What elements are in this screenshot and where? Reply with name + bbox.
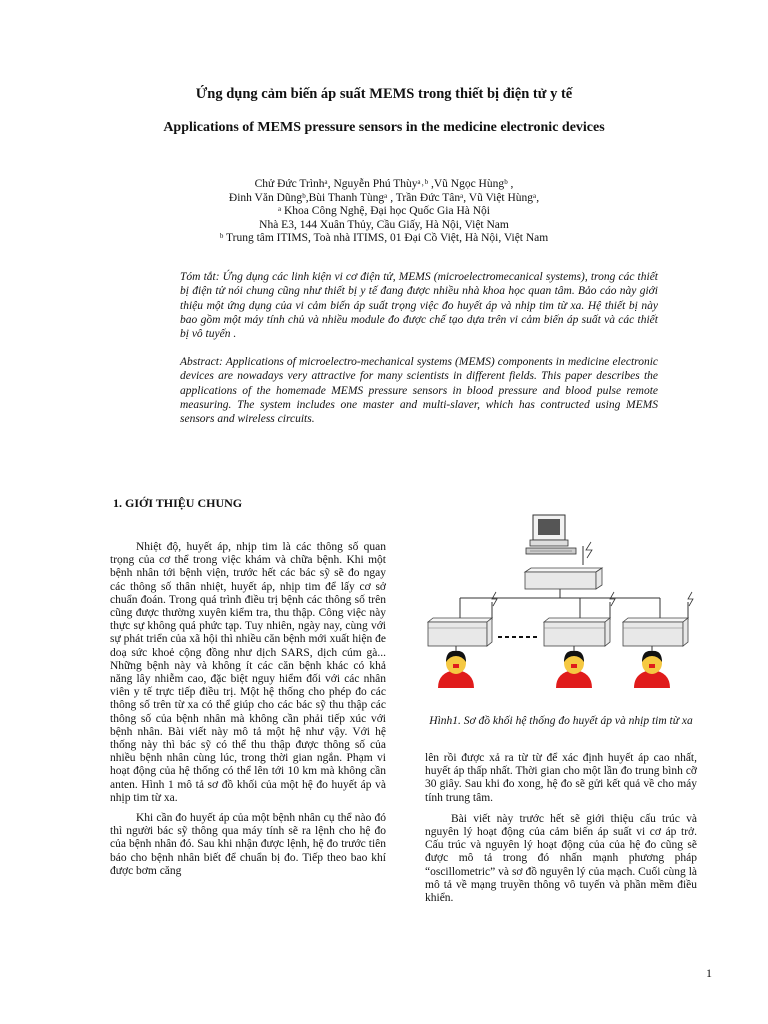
page-number: 1 <box>706 966 712 980</box>
abstract-english: Abstract: Applications of microelectro-mechanical systems (MEMS) components in medicine electronic devices are nowadays very attractive for many scientists in different fields. This paper describes the applications of the homemade MEMS pressure sensors in blood pressure and blood pulse remote measuring. The system includes one master and multi-slaver, which has contructed using MEMS sensors and wireless circuits. <box>180 356 658 426</box>
patient-icon <box>438 646 474 688</box>
section-heading-introduction: 1. GIỚI THIỆU CHUNG <box>113 496 243 510</box>
base-station <box>525 568 602 589</box>
system-block-diagram <box>420 510 700 710</box>
author-line-2: Đinh Văn Dũngᵇ,Bùi Thanh Tùngᵃ , Trần Đức Tânᵃ, Vũ Việt Hùngᵃ, <box>228 191 540 204</box>
antenna-icon <box>583 542 592 565</box>
affiliation-a-address: Nhà E3, 144 Xuân Thủy, Cầu Giấy, Hà Nội, Việt Nam <box>259 218 509 231</box>
left-column <box>110 541 386 878</box>
paragraph: Khi cần đo huyết áp của một bệnh nhân cụ thể nào đó thì người bác sỹ thông qua máy tính sẽ ra lệnh cho hệ đo của bệnh nhân đó. Sau khi nhận được lệnh, hệ đo trước tiên báo cho bệnh nhân biết để chuẩn bị đo. Tiếp theo bao khí được bơm căng <box>110 812 386 877</box>
computer-icon <box>526 515 576 554</box>
paragraph: lên rồi được xả ra từ từ để xác định huyết áp cao nhất, huyết áp thấp nhất. Thời gian cho một lần đo trung bình cỡ 30 giây. Sau khi đo xong, hệ đo sẽ gửi kết quả về cho máy tính trung tâm. <box>425 752 697 804</box>
patient-icon <box>556 646 592 688</box>
paper-title-english: Applications of MEMS pressure sensors in the medicine electronic devices <box>163 120 605 135</box>
author-block <box>0 178 768 246</box>
paragraph: Bài viết này trước hết sẽ giới thiệu cấu trúc và nguyên lý hoạt động của cảm biến áp suất vi cơ áp trở. Cấu trúc và nguyên lý hoạt động của của hệ đo cũng sẽ được mô tả trong đó nhấn mạnh phương pháp “oscillometric” và sơ đồ nguyên lý của mạch. Cuối cùng là mô tả về mạng truyền thông vô tuyến và phần mềm điều khiển. <box>425 812 697 905</box>
affiliation-a: ᵃ Khoa Công Nghệ, Đại học Quốc Gia Hà Nội <box>277 205 490 217</box>
author-line-1: Chử Đức Trìnhᵃ, Nguyễn Phú Thùyᵃ˒ᵇ ,Vũ Ngọc Hùngᵇ , <box>254 178 514 190</box>
figure-caption: Hình1. Sơ đồ khối hệ thống đo huyết áp và nhịp tim từ xa <box>429 715 693 727</box>
patient-icon <box>634 646 670 688</box>
paper-title-vietnamese: Ứng dụng cảm biến áp suất MEMS trong thiết bị điện tử y tế <box>195 86 573 102</box>
measurement-module <box>428 592 497 646</box>
affiliation-b: ᵇ Trung tâm ITIMS, Toà nhà ITIMS, 01 Đại Cồ Việt, Hà Nội, Việt Nam <box>219 232 549 244</box>
measurement-module <box>623 592 693 646</box>
abstract-vietnamese: Tóm tắt: Ứng dụng các linh kiện vi cơ điện tử, MEMS (microelectromecanical systems), trong các thiết bị điện tử nói chung cũng như thiết bị y tế đang được nhiều nhà khoa học quan tâm. Bảo cáo này giới thiệu một ứng dụng của vi cảm biến áp suất trọng việc đo huyết áp và nhịp tim từ xa. Hệ thiết bị này bao gồm một máy tính chủ và nhiều module đo được chế tạo dựa trên vi cảm biến áp suất và các thiết bị vô tuyến . <box>180 271 658 341</box>
paragraph: Nhiệt độ, huyết áp, nhịp tim là các thông số quan trọng của cơ thể trong việc khám và chữa bệnh. Khi một bệnh nhân tới bệnh viện, trước hết các bác sỹ sẽ đo ngay các thông số thân nhiệt, huyết áp, nhịp tim để lấy cơ sở chuẩn đoán. Trong quá trình điều trị bệnh các thông số trên cũng được thường xuyên kiểm tra, thu thập. Công việc này thực sự không quá phức tạp. Tuy nhiên, ngày nay, cùng với sự phát triển của xã hội thì nhiều căn bệnh mới xuất hiện đe doạ sức khoẻ cộng đồng như dịch SARS, dịch cúm gà... Những bệnh này và không ít các căn bệnh khác có khả năng lây nhiễm cao, đặc biệt nguy hiểm đối với các nhân viên y tế trực tiếp điều trị. Một hệ thống cho phép đo các thông số trên từ xa có thể giúp cho các bác sỹ thu thập các thông số của bệnh nhân mà không cần phải tiếp xúc với bệnh nhân. Bài viết này mô tả một hệ như vậy. Với hệ thống này thì bác sỹ có thể thu thập được thông số của nhiều bệnh nhân cùng lúc, trong thời gian ngắn. Phạm vi hoạt động của hệ thống có thể lên tới 10 km mà không cần anten. Hình 1 mô tả sơ đồ khối của một hệ đo huyết áp và nhịp tim từ xa. <box>110 541 386 804</box>
right-column <box>425 752 697 905</box>
